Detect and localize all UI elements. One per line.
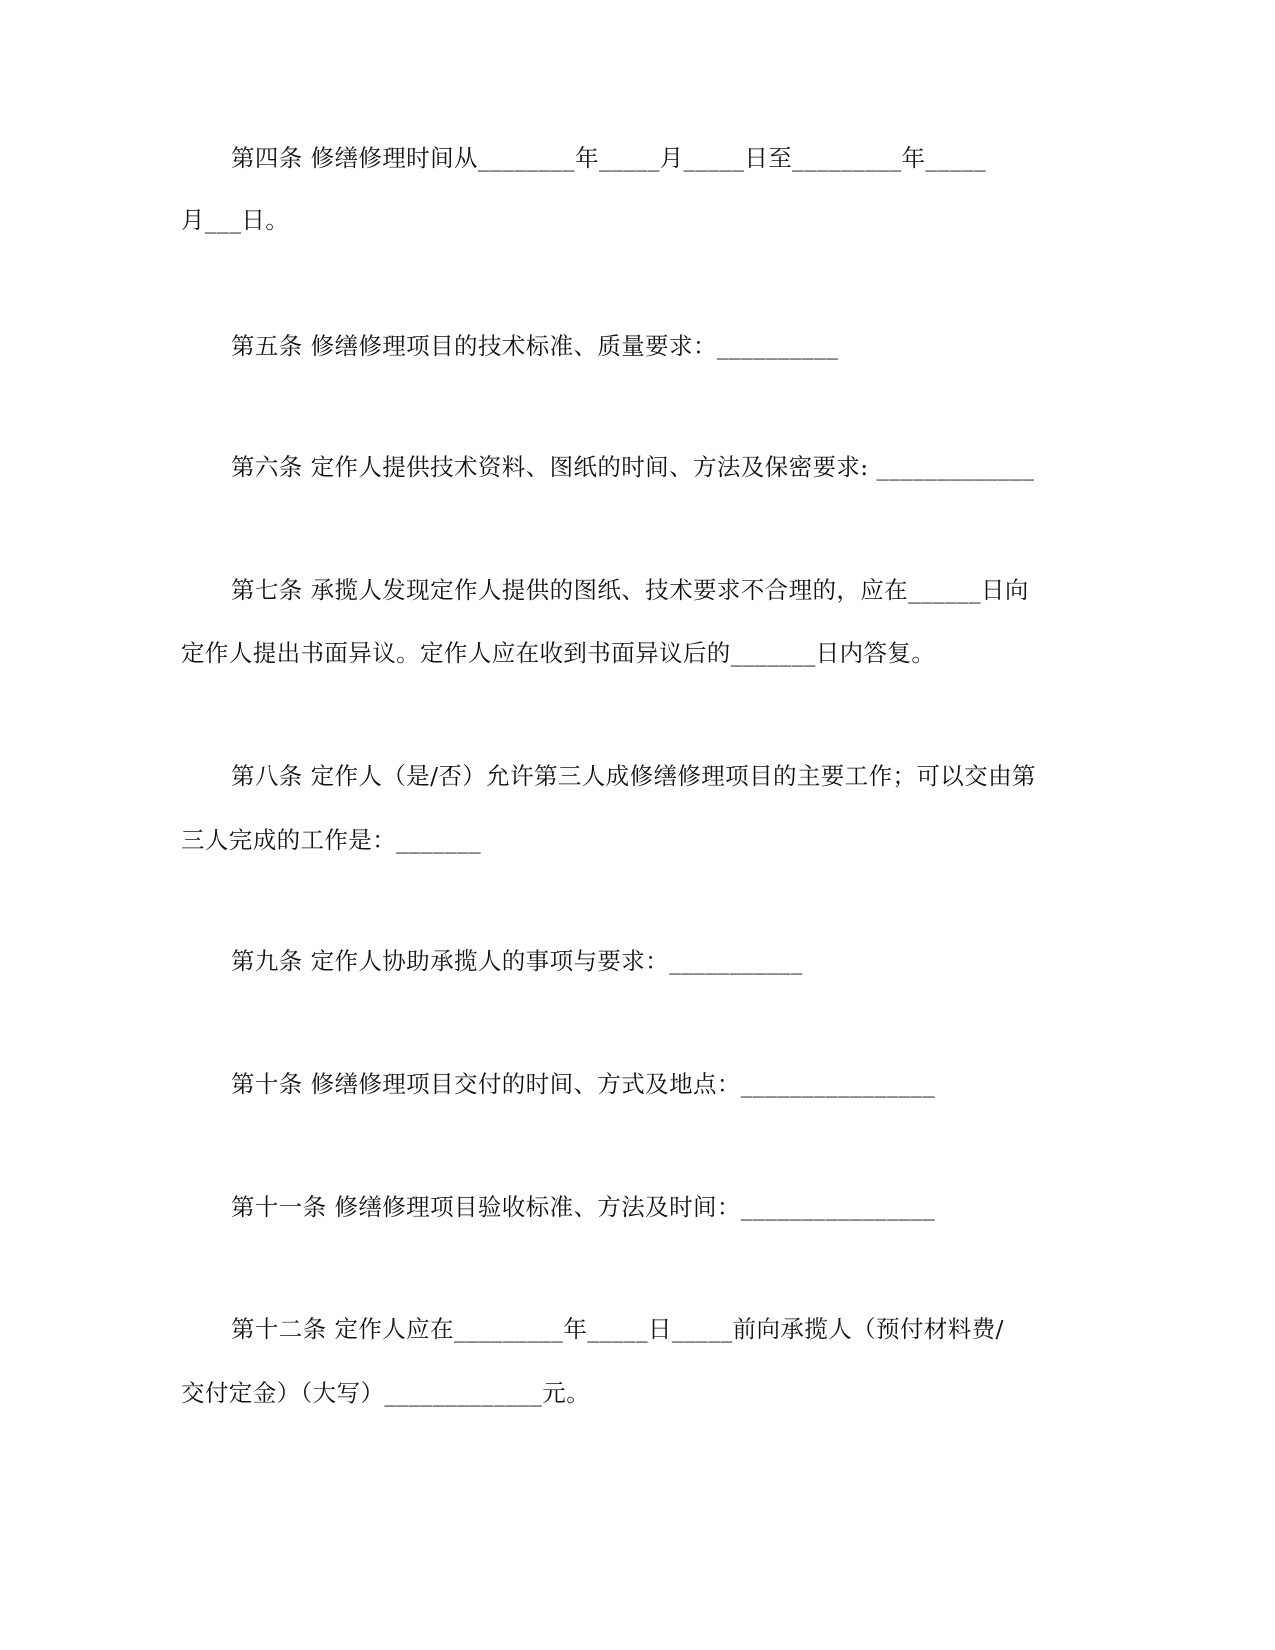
article-10-line-1: 第十条 修缮修理项目交付的时间、方式及地点：________________ <box>231 1070 936 1098</box>
article-6-line-1: 第六条 定作人提供技术资料、图纸的时间、方法及保密要求: _____________ <box>231 453 1035 481</box>
article-11-line-1: 第十一条 修缮修理项目验收标准、方法及时间：________________ <box>231 1193 936 1221</box>
article-5-line-1: 第五条 修缮修理项目的技术标准、质量要求：__________ <box>231 332 839 360</box>
article-4-line-1: 第四条 修缮修理时间从________年_____月_____日至_________年_____ <box>231 144 987 172</box>
article-7-line-2: 定作人提出书面异议。定作人应在收到书面异议后的_______日内答复。 <box>181 639 936 667</box>
article-4-line-2: 月___日。 <box>181 206 290 234</box>
article-7-line-1: 第七条 承揽人发现定作人提供的图纸、技术要求不合理的，应在______日向 <box>231 576 1029 604</box>
article-9-line-1: 第九条 定作人协助承揽人的事项与要求：___________ <box>231 947 803 975</box>
article-8-line-2: 三人完成的工作是：_______ <box>181 826 482 854</box>
article-8-line-1: 第八条 定作人（是/否）允许第三人成修缮修理项目的主要工作；可以交由第 <box>231 762 1036 790</box>
article-12-line-1: 第十二条 定作人应在_________年_____日_____前向承揽人（预付材料费/ <box>231 1315 1004 1343</box>
article-12-line-2: 交付定金）（大写）_____________元。 <box>181 1379 591 1407</box>
